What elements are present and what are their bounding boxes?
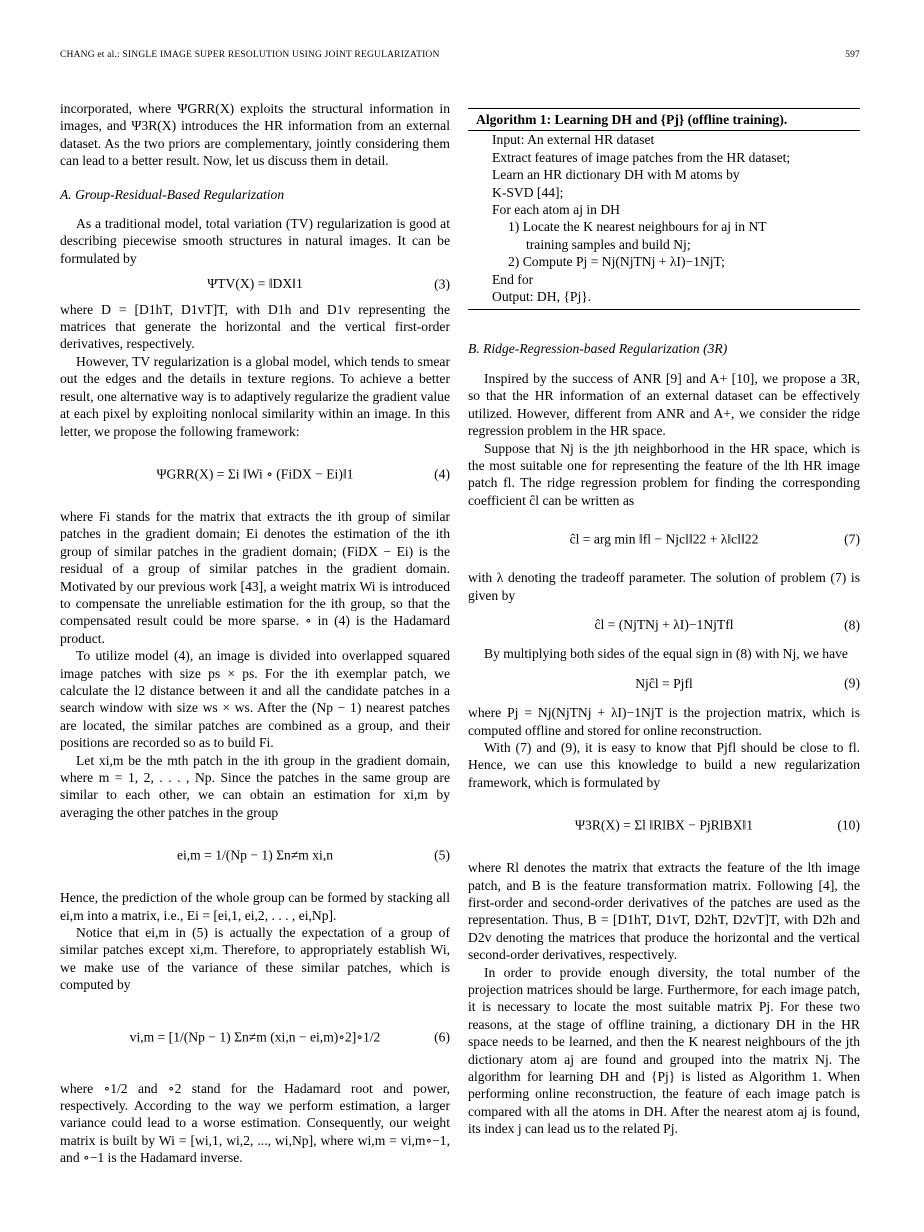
equation-body: Njĉl = Pjfl: [635, 675, 693, 691]
right-column: [468, 100, 860, 1138]
equation-number: (8): [844, 616, 860, 632]
equation-body: vi,m = [1/(Np − 1) Σn≠m (xi,n − ei,m)∘2]∘1/2: [129, 1028, 381, 1044]
equation-6: [60, 1002, 450, 1072]
algorithm-line: Learn an HR dictionary DH with M atoms by: [492, 167, 740, 183]
paragraph: where ∘1/2 and ∘2 stand for the Hadamard root and power, respectively. According to the way we perform estimation, a larger variance could lead to a worse estimation. Consequently, our weight matrix is built by Wi = [wi,1, wi,2, ..., wi,Np], where wi,m = vi,m∘−1, and ∘−1 is the Hadamard inverse.: [60, 1080, 450, 1166]
equation-8: [468, 616, 860, 633]
algorithm-line: 2) Compute Pj = Nj(NjTNj + λI)−1NjT;: [508, 254, 725, 270]
equation-9: [468, 675, 860, 692]
paragraph: Suppose that Nj is the jth neighborhood in the HR space, which is the most suitable one for representing the feature of the lth HR image patch fl. The ridge regression problem for finding the corresponding coefficient ĉl can be written as: [468, 440, 860, 508]
running-title: CHANG et al.: SINGLE IMAGE SUPER RESOLUTION USING JOINT REGULARIZATION: [60, 50, 440, 60]
equation-body: ΨGRR(X) = Σi ‖Wi ∘ (FiDX − Ei)‖1: [156, 466, 354, 482]
running-header: [60, 50, 860, 66]
equation-7: [468, 517, 860, 561]
equation-body: ΨTV(X) = ‖DX‖1: [207, 276, 303, 292]
paragraph: where Fi stands for the matrix that extracts the ith group of similar patches in the gradient domain; Ei denotes the estimation of the ith group of similar patches in the gradient domain; (FiDX − Ei) is the residual of a group of similar patches in the gradient domain. Motivated by our previous work [43], a weight matrix Wi is introduced to compensate the unreliable estimation for the ith group, so that the compensated result could be more sparse. ∘ in (4) is the Hadamard product.: [60, 508, 450, 646]
paragraph: with λ denoting the tradeoff parameter. The solution of problem (7) is given by: [468, 570, 860, 603]
algorithm-line: K-SVD [44];: [492, 184, 564, 200]
algorithm-line: training samples and build Nj;: [526, 236, 691, 252]
algorithm-output: Output: DH, {Pj}.: [492, 289, 592, 305]
paragraph: As a traditional model, total variation (TV) regularization is good at describing piecewise smooth structures in natural images. It can be formulated by: [60, 216, 450, 266]
left-column: [60, 100, 450, 1167]
paragraph: However, TV regularization is a global model, which tends to smear out the edges and the details in texture regions. To achieve a better result, one alternative way is to adaptively regularize the gradient value at each pixel by exploiting nonlocal similarity within an image. In this letter, we propose the following framework:: [60, 353, 450, 439]
paragraph: With (7) and (9), it is easy to know that Pjfl should be close to fl. Hence, we can use this knowledge to build a new regularization framework, which is formulated by: [468, 739, 860, 790]
paragraph: Notice that ei,m in (5) is actually the expectation of a group of similar patches except xi,m. Therefore, to appropriately establish Wi, we make use of the variance of these similar patches, which is computed by: [60, 925, 450, 993]
equation-body: ei,m = 1/(Np − 1) Σn≠m xi,n: [176, 847, 334, 863]
equation-number: (7): [844, 531, 860, 547]
paragraph: Let xi,m be the mth patch in the ith group in the gradient domain, where m = 1, 2, . . . , Np. Since the patches in the same group are similar to each other, we can obtain an estimation for xi,m by averaging the other patches in the group: [60, 752, 450, 820]
paragraph: In order to provide enough diversity, the total number of the projection matrices should be large. Furthermore, for each image patch, it is necessary to locate the most suitable matrix Pj. For these two reasons, at the stage of offline training, a dictionary DH in the HR space needs to be learned, and then the K nearest neighbours of the jth dictionary atom aj are found and grouped into the matrix Nj. The algorithm for learning DH and {Pj} is listed as Algorithm 1. When performing online reconstruction, the feature of each image patch is compared with all the atoms in DH. After the nearest atom aj is found, its index j can lead us to the related Pj.: [468, 964, 860, 1137]
equation-3: [60, 275, 450, 292]
algorithm-line: 1) Locate the K nearest neighbours for aj in NT: [508, 219, 767, 235]
algorithm-box: [468, 108, 860, 310]
paragraph: incorporated, where ΨGRR(X) exploits the structural information in images, and Ψ3R(X) introduces the HR information from an external dataset. As the two priors are complementary, jointly considering them can lead to a better result. Now, let us discuss them in detail.: [60, 101, 450, 169]
equation-number: (5): [434, 847, 450, 863]
equation-body: ĉl = arg min ‖fl − Njcl‖22 + λ‖cl‖22: [569, 531, 759, 547]
paragraph: where D = [D1hT, D1vT]T, with D1h and D1v representing the matrices that generate the horizontal and the vertical first-order derivatives, respectively.: [60, 301, 450, 352]
equation-4: [60, 448, 450, 500]
equation-number: (3): [434, 276, 450, 292]
algorithm-line: For each atom aj in DH: [492, 202, 620, 218]
section-heading-b: B. Ridge-Regression-based Regularization (3R): [468, 341, 728, 357]
equation-10: [468, 799, 860, 851]
algorithm-line: Extract features of image patches from the HR dataset;: [492, 149, 791, 165]
paragraph: where Pj = Nj(NjTNj + λI)−1NjT is the projection matrix, which is computed offline and stored for online reconstruction.: [468, 705, 860, 738]
algorithm-input: Input: An external HR dataset: [492, 132, 655, 148]
paragraph: where Rl denotes the matrix that extracts the feature of the lth image patch, and B is the feature transformation matrix. Following [4], the first-order and second-order derivatives of the patches are used as the representation. Thus, B = [D1hT, D1vT, D2hT, D2vT]T, with D2h and D2v denoting the matrices that produce the horizontal and the vertical second-order derivatives, respectively.: [468, 860, 860, 963]
equation-5: [60, 829, 450, 881]
equation-number: (6): [434, 1028, 450, 1044]
equation-number: (4): [434, 466, 450, 482]
paragraph: Inspired by the success of ANR [9] and A+ [10], we propose a 3R, so that the HR information of an external dataset can be effectively utilized. However, different from ANR and A+, we consider the ridge regression problem in the HR space.: [468, 370, 860, 439]
paragraph: To utilize model (4), an image is divided into overlapped squared image patches with size ps × ps. For the ith exemplar patch, we calculate the l2 distance between it and all the candidate patches in a search window with size ws × ws. After the (Np − 1) nearest patches are located, the similar patches are combined as a group, and their positions are recorded so as to build Fi.: [60, 648, 450, 751]
equation-body: Ψ3R(X) = Σl ‖RlBX − PjRlBX‖1: [575, 817, 753, 833]
equation-number: (10): [837, 817, 860, 833]
equation-body: ĉl = (NjTNj + λI)−1NjTfl: [594, 616, 734, 632]
paragraph: Hence, the prediction of the whole group can be formed by stacking all ei,m into a matrix, i.e., Ei = [ei,1, ei,2, . . . , ei,Np].: [60, 890, 450, 923]
page-number: 597: [845, 50, 860, 60]
algorithm-title: Algorithm 1: Learning DH and {Pj} (offline training).: [468, 109, 860, 131]
algorithm-line: End for: [492, 271, 534, 287]
paragraph: By multiplying both sides of the equal sign in (8) with Nj, we have: [484, 646, 848, 662]
equation-number: (9): [844, 675, 860, 691]
section-heading-a: A. Group-Residual-Based Regularization: [60, 186, 285, 202]
